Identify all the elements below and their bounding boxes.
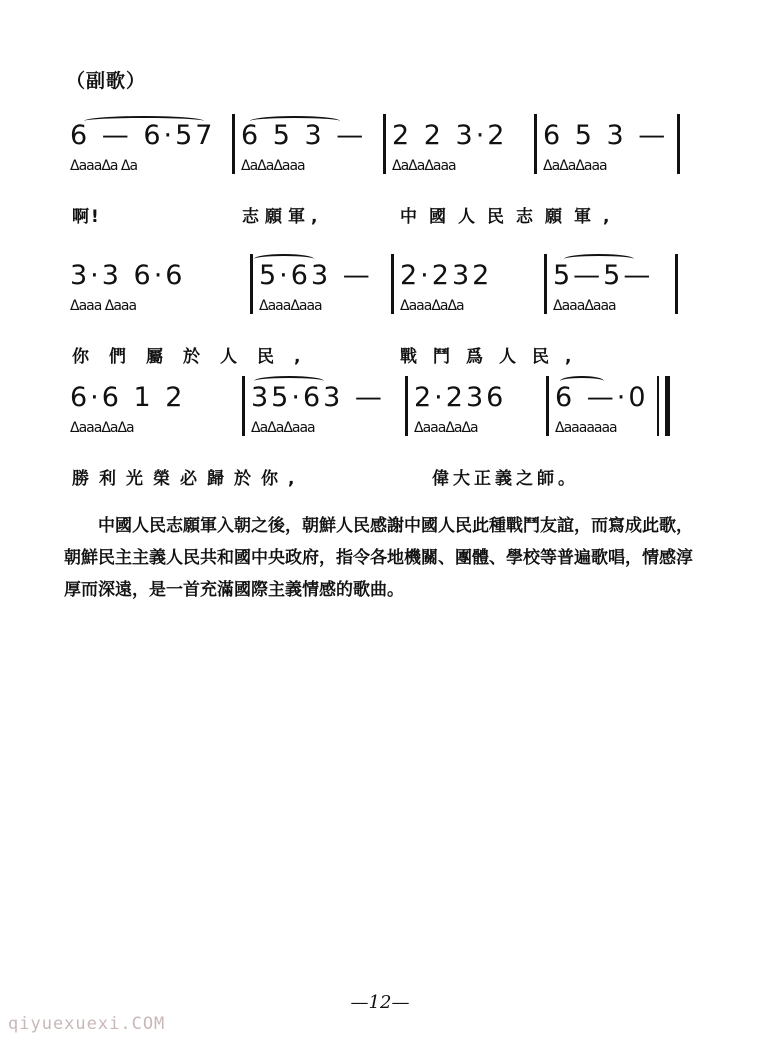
rhythm-marks: ΔaΔaΔaaa — [392, 158, 456, 174]
rhythm-marks: ΔaΔaΔaaa — [241, 158, 305, 174]
measure — [408, 372, 546, 452]
measure-notes: 35·63 — — [251, 382, 385, 413]
measure — [537, 110, 677, 190]
barline — [677, 114, 680, 174]
rhythm-marks: ΔaaaΔaaa — [259, 298, 322, 314]
lyric-segment: 啊! — [72, 207, 101, 227]
rhythm-marks: ΔaaaΔaΔa — [400, 298, 464, 314]
measure-notes: 5—5— — [553, 260, 654, 291]
measure-notes: 6·6 1 2 — [70, 382, 186, 413]
measure-notes: 2 2 3·2 — [392, 120, 508, 151]
lyric-segment: 勝利光榮必歸於你, — [72, 469, 305, 489]
measure — [64, 250, 250, 330]
watermark: qiyuexuexi.COM — [8, 1014, 166, 1034]
measure-notes: 6 — 6·57 — [70, 120, 216, 151]
measure — [547, 250, 675, 330]
measure — [386, 110, 534, 190]
measure — [64, 372, 242, 452]
measure-notes: 3·3 6·6 — [70, 260, 186, 291]
measure-notes: 2·232 — [400, 260, 493, 291]
measure-notes: 5·63 — — [259, 260, 373, 291]
score-system-1 — [64, 110, 684, 227]
lyric-segment: 偉大正義之師。 — [432, 469, 579, 489]
lyric-segment: 你們屬於人民, — [72, 347, 321, 367]
measure — [245, 372, 405, 452]
rhythm-marks: Δaaaaaaa — [555, 420, 617, 436]
rhythm-marks: ΔaaaΔaΔa — [414, 420, 478, 436]
score-system-3 — [64, 372, 684, 489]
section-label: （副歌） — [66, 70, 147, 92]
rhythm-marks: Δaaa Δaaa — [70, 298, 137, 314]
page-number: —12— — [350, 992, 410, 1013]
measure-row — [64, 250, 684, 330]
measure-row — [64, 110, 684, 190]
rhythm-marks: ΔaaaΔaΔa — [70, 420, 134, 436]
measure — [64, 110, 232, 190]
lyric-segment: 戰鬥爲人民, — [400, 347, 588, 367]
final-barline — [657, 376, 670, 436]
measure — [394, 250, 544, 330]
rhythm-marks: ΔaaaΔa Δa — [70, 158, 138, 174]
measure-notes: 2·236 — [414, 382, 507, 413]
lyric-segment: 中國人民志願軍, — [400, 207, 622, 227]
measure-row — [64, 372, 684, 452]
measure — [235, 110, 383, 190]
description-paragraph — [64, 510, 704, 606]
measure — [253, 250, 391, 330]
lyric-segment: 志願軍, — [242, 207, 324, 227]
barline — [675, 254, 678, 314]
rhythm-marks: ΔaΔaΔaaa — [543, 158, 607, 174]
rhythm-marks: ΔaΔaΔaaa — [251, 420, 315, 436]
score-system-2 — [64, 250, 684, 367]
measure — [549, 372, 657, 452]
measure-notes: 6 5 3 — — [543, 120, 669, 151]
measure-notes: 6 5 3 — — [241, 120, 367, 151]
description-text: 中國人民志願軍入朝之後，朝鮮人民感謝中國人民此種戰鬥友誼，而寫成此歌，朝鮮民主主義人民共和國中央政府，指令各地機關、團體、學校等普遍歌唱，情感淳厚而深遠，是一首充滿國際主義情感的歌曲。 — [64, 516, 693, 600]
rhythm-marks: ΔaaaΔaaa — [553, 298, 616, 314]
measure-notes: 6 —·0 — [555, 382, 649, 413]
